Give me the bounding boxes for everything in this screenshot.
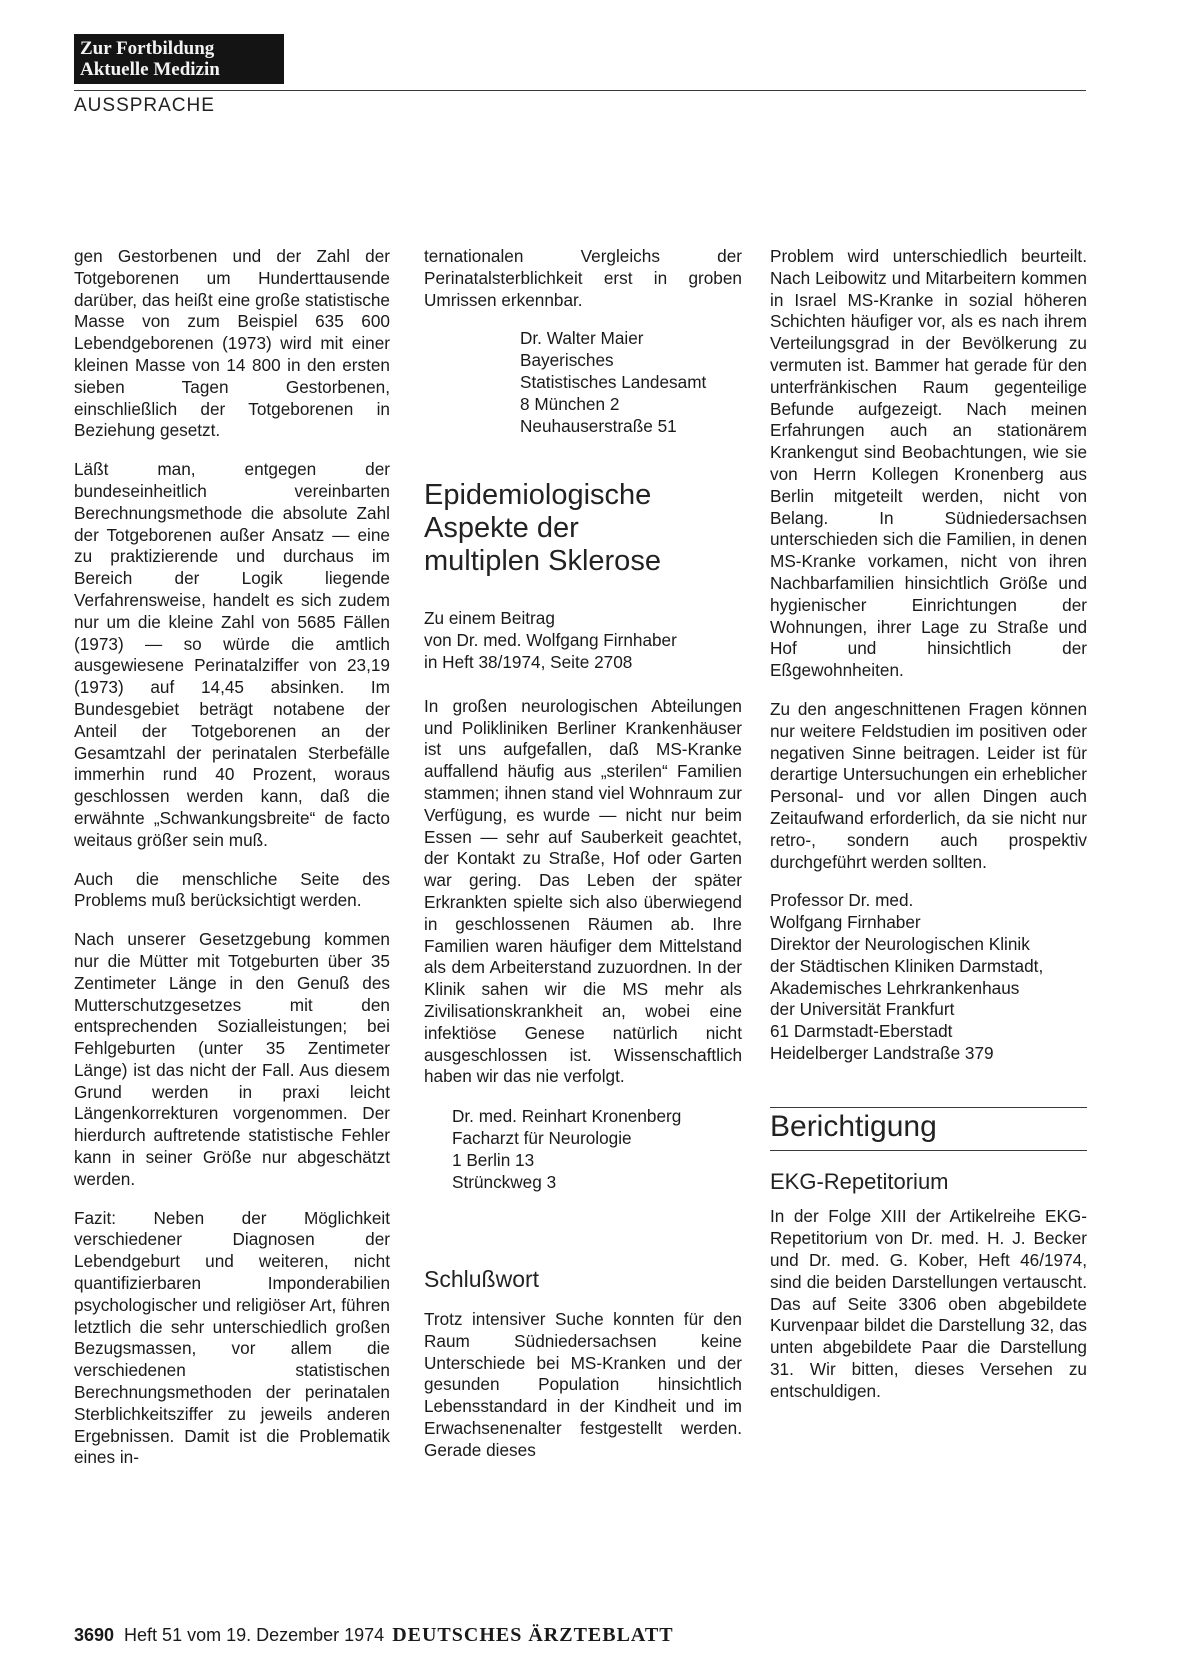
headline-line: Epidemiologische — [424, 479, 652, 512]
signature-firnhaber — [770, 890, 1087, 1064]
signature-line: Akademisches Lehrkrankenhaus — [770, 977, 1020, 998]
page-number: 3690 — [74, 1625, 115, 1645]
paragraph: Fazit: Neben der Möglichkeit verschiedener Diagnosen der Lebendgeburt und weiteren, nicht quantifizierbaren Imponderabilien psychologischer und religiöser Art, führen letztlich die sehr unterschiedlich großen Bezugsmassen, vor allem die verschiedenen statistischen Berechnungsmethoden der perinatalen Sterblichkeitsziffer zu jeweils anderen Ergebnissen. Damit ist die Problematik eines in- — [74, 1207, 390, 1468]
paragraph: Auch die menschliche Seite des Problems muß berücksichtigt werden. — [74, 868, 390, 911]
divider — [770, 1107, 1087, 1108]
signature-line: Direktor der Neurologischen Klinik — [770, 933, 1030, 954]
paragraph: Nach unserer Gesetzgebung kommen nur die Mütter mit Totgeburten über 35 Zentimeter Länge in den Genuß des Mutterschutzgesetzes mit den entsprechenden Sozialleistungen; bei Fehlgeburten (unter 35 Zentimeter Länge) ist das nicht der Fall. Aus diesem Grund werden in praxi leicht Längenkorrekturen vorgenommen. Der hierdurch auftretende statistische Fehler kann in seiner Größe nur abgeschätzt werden. — [74, 929, 390, 1189]
badge-line-2: Aktuelle Medizin — [80, 59, 220, 80]
berichtigung-heading: Berichtigung — [770, 1109, 937, 1143]
paragraph: ternationalen Vergleichs der Perinatalsterblichkeit erst in groben Umrissen erkennbar. — [424, 246, 742, 310]
paragraph: Zu den angeschnittenen Fragen können nur weitere Feldstudien im positiven oder negativen Sinne beitragen. Leider ist für derartige Untersuchungen ein erheblicher Personal- und vor allen Dingen auch Zeitaufwand erforderlich, da sie nicht nur retro-, sondern auch prospektiv durchgeführt werden sollten. — [770, 698, 1087, 872]
subheading-schlusswort: Schlußwort — [424, 1266, 540, 1293]
signature-line: Neuhauserstraße 51 — [520, 415, 677, 436]
section-label: AUSSPRACHE — [74, 95, 215, 116]
signature-line: Facharzt für Neurologie — [452, 1127, 632, 1148]
signature-line: Wolfgang Firnhaber — [770, 912, 921, 933]
article-reference — [424, 608, 742, 673]
issue-info: Heft 51 vom 19. Dezember 1974 — [124, 1625, 385, 1645]
signature-line: 8 München 2 — [520, 393, 620, 414]
section-badge — [74, 34, 284, 84]
column-3 — [770, 246, 1087, 1420]
signature-maier — [424, 328, 742, 437]
paragraph: In großen neurologischen Abteilungen und Polikliniken Berliner Krankenhäuser ist uns aufgefallen, daß MS-Kranke auffallend häufig aus „sterilen“ Familien stammen; ihnen stand viel Wohnraum zur Verfügung, es wurde — nicht nur beim Essen — sehr auf Sauberkeit geachtet, der Kontakt zu Straße, Hof oder Garten war gering. Das Leben der später Erkrankten spielte sich also überwiegend in geschlossenen Räumen ab. Ihre Familien waren häufiger dem Mittelstand als dem Arbeiterstand zuzuordnen. In der Klinik sahen wir die MS mehr als Zivilisationskrankheit an, wobei eine infektiöse Genese natürlich nicht ausgeschlossen ist. Wissenschaftlich haben wir das nie verfolgt. — [424, 695, 742, 1087]
column-2 — [424, 246, 742, 1479]
paragraph: Trotz intensiver Suche konnten für den Raum Südniedersachsen keine Unterschiede bei MS-Kranken und der gesunden Population hinsichtlich Lebensstandard in der Kindheit und im Erwachsenenalter festgestellt werden. Gerade dieses — [424, 1309, 742, 1460]
paragraph: Problem wird unterschiedlich beurteilt. Nach Leibowitz und Mitarbeitern kommen in Israel MS-Kranke in sozial höheren Schichten häufiger vor, als es nach ihrem Verteilungsgrad in der Bevölkerung zu vermuten ist. Bammer hat gerade für den unterfränkischen Raum gegenteilige Befunde aufgezeigt. Nach meinen Erfahrungen auch an stationärem Krankengut sind Beobachtungen, wie sie von Herrn Kollegen Kronenberg aus Berlin mitgeteilt werden, nicht von Belang. In Südniedersachsen unterschieden sich die Familien, in denen MS-Kranke vorkamen, nicht von ihren Nachbarfamilien hinsichtlich Größe und hygienischer Einrichtungen der Wohnungen, ihrer Lage zu Straße und Hof und hinsichtlich der Eßgewohnheiten. — [770, 246, 1087, 681]
ekg-subheading: EKG-Repetitorium — [770, 1168, 949, 1194]
signature-line: 1 Berlin 13 — [452, 1149, 535, 1170]
badge-line-1: Zur Fortbildung — [80, 38, 215, 59]
paragraph: In der Folge XIII der Artikelreihe EKG-Repetitorium von Dr. med. H. J. Becker und Dr. med. G. Kober, Heft 46/1974, sind die beiden Darstellungen vertauscht. Das auf Seite 3306 oben abgebildete Kurvenpaar bildet die Darstellung 32, das unten abgebildete Paar die Darstellung 31. Wir bitten, dieses Versehen zu entschuldigen. — [770, 1206, 1087, 1401]
signature-line: Professor Dr. med. — [770, 890, 914, 911]
article-headline — [424, 479, 742, 578]
column-1 — [74, 246, 390, 1486]
reference-line: Zu einem Beitrag — [424, 608, 555, 629]
signature-line: 61 Darmstadt-Eberstadt — [770, 1021, 953, 1042]
signature-line: Statistisches Landesamt — [520, 371, 707, 392]
signature-line: Heidelberger Landstraße 379 — [770, 1042, 994, 1063]
headline-line: Aspekte der — [424, 512, 579, 545]
signature-line: Dr. Walter Maier — [520, 328, 644, 349]
signature-line: Bayerisches — [520, 350, 614, 371]
paragraph: gen Gestorbenen und der Zahl der Totgeborenen um Hunderttausende darüber, das heißt eine große statistische Masse von zum Beispiel 635 600 Lebendgeborenen (1973) wird mit einer kleinen Masse von 14 800 in den ersten sieben Tagen Gestorbenen, einschließlich der Totgeborenen in Beziehung gesetzt. — [74, 246, 390, 441]
signature-line: der Städtischen Kliniken Darmstadt, — [770, 955, 1044, 976]
paragraph: Läßt man, entgegen der bundeseinheitlich vereinbarten Berechnungsmethode die absolute Zahl der Totgeborenen außer Ansatz — eine zu praktizierende und durchaus im Bereich der Logik liegende Verfahrensweise, handelt es sich zudem nur um die kleine Zahl von 5685 Fällen (1973) — so würde die amtlich ausgewiesene Perinatalziffer von 23,19 (1973) auf 14,45 absinken. Im Bundesgebiet beträgt notabene der Anteil der Totgeborenen an der Gesamtzahl der perinatalen Sterbefälle immerhin rund 40 Prozent, woraus geschlossen werden kann, daß die erwähnte „Schwankungsbreite“ de facto weitaus größer sein muß. — [74, 459, 390, 850]
signature-line: Strünckweg 3 — [452, 1171, 557, 1192]
reference-line: in Heft 38/1974, Seite 2708 — [424, 651, 633, 672]
headline-line: multiplen Sklerose — [424, 545, 661, 578]
signature-kronenberg — [424, 1106, 742, 1193]
reference-line: von Dr. med. Wolfgang Firnhaber — [424, 630, 677, 651]
signature-line: Dr. med. Reinhart Kronenberg — [452, 1106, 682, 1127]
page-footer — [74, 1624, 774, 1647]
journal-name: DEUTSCHES ÄRZTEBLATT — [392, 1624, 674, 1646]
header-rule — [74, 90, 1086, 91]
signature-line: der Universität Frankfurt — [770, 999, 955, 1020]
divider — [770, 1150, 1087, 1151]
